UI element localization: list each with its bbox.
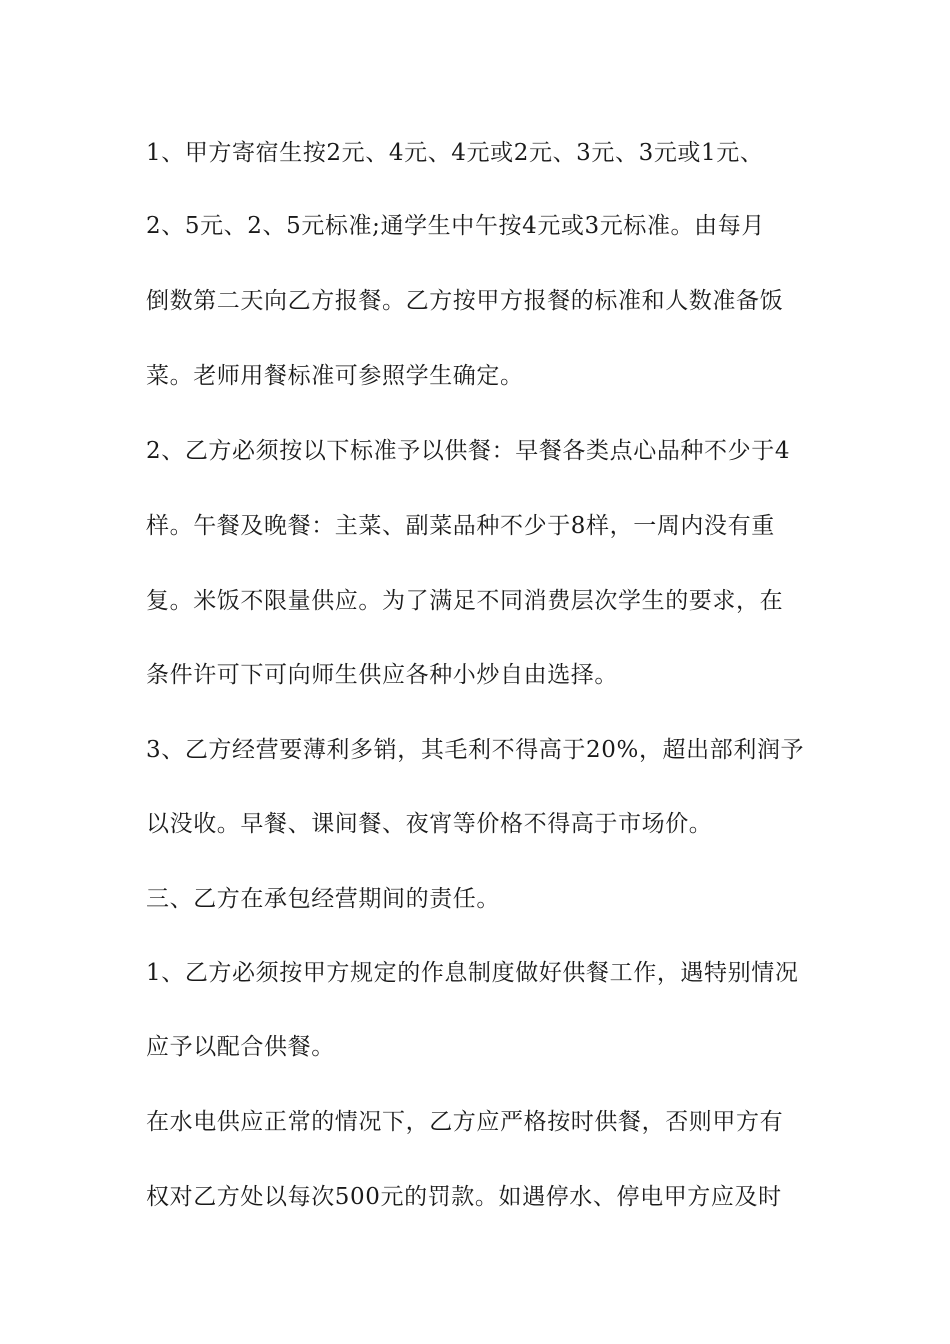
text-line: 1、甲方寄宿生按2元、4元、4元或2元、3元、3元或1元、 [146, 140, 764, 166]
text-line: 条件许可下可向师生供应各种小炒自由选择。 [146, 662, 618, 688]
text-line: 在水电供应正常的情况下，乙方应严格按时供餐，否则甲方有 [146, 1109, 784, 1135]
text-line: 倒数第二天向乙方报餐。乙方按甲方报餐的标准和人数准备饭 [146, 288, 784, 314]
text-line: 1、乙方必须按甲方规定的作息制度做好供餐工作，遇特别情况 [146, 960, 799, 986]
text-line: 菜。老师用餐标准可参照学生确定。 [146, 363, 524, 389]
text-line: 以没收。早餐、课间餐、夜宵等价格不得高于市场价。 [146, 811, 713, 837]
text-line: 复。米饭不限量供应。为了满足不同消费层次学生的要求，在 [146, 588, 784, 614]
text-line: 应予以配合供餐。 [146, 1034, 335, 1060]
text-line: 样。午餐及晚餐：主菜、副菜品种不少于8样，一周内没有重 [146, 513, 775, 539]
text-line: 2、乙方必须按以下标准予以供餐：早餐各类点心品种不少于4 [146, 438, 791, 464]
text-line: 3、乙方经营要薄利多销，其毛利不得高于20%，超出部利润予 [146, 737, 805, 763]
section-heading: 三、乙方在承包经营期间的责任。 [146, 886, 500, 912]
text-line: 2、5元、2、5元标准;通学生中午按4元或3元标准。由每月 [146, 213, 765, 239]
text-line: 权对乙方处以每次500元的罚款。如遇停水、停电甲方应及时 [146, 1184, 782, 1210]
